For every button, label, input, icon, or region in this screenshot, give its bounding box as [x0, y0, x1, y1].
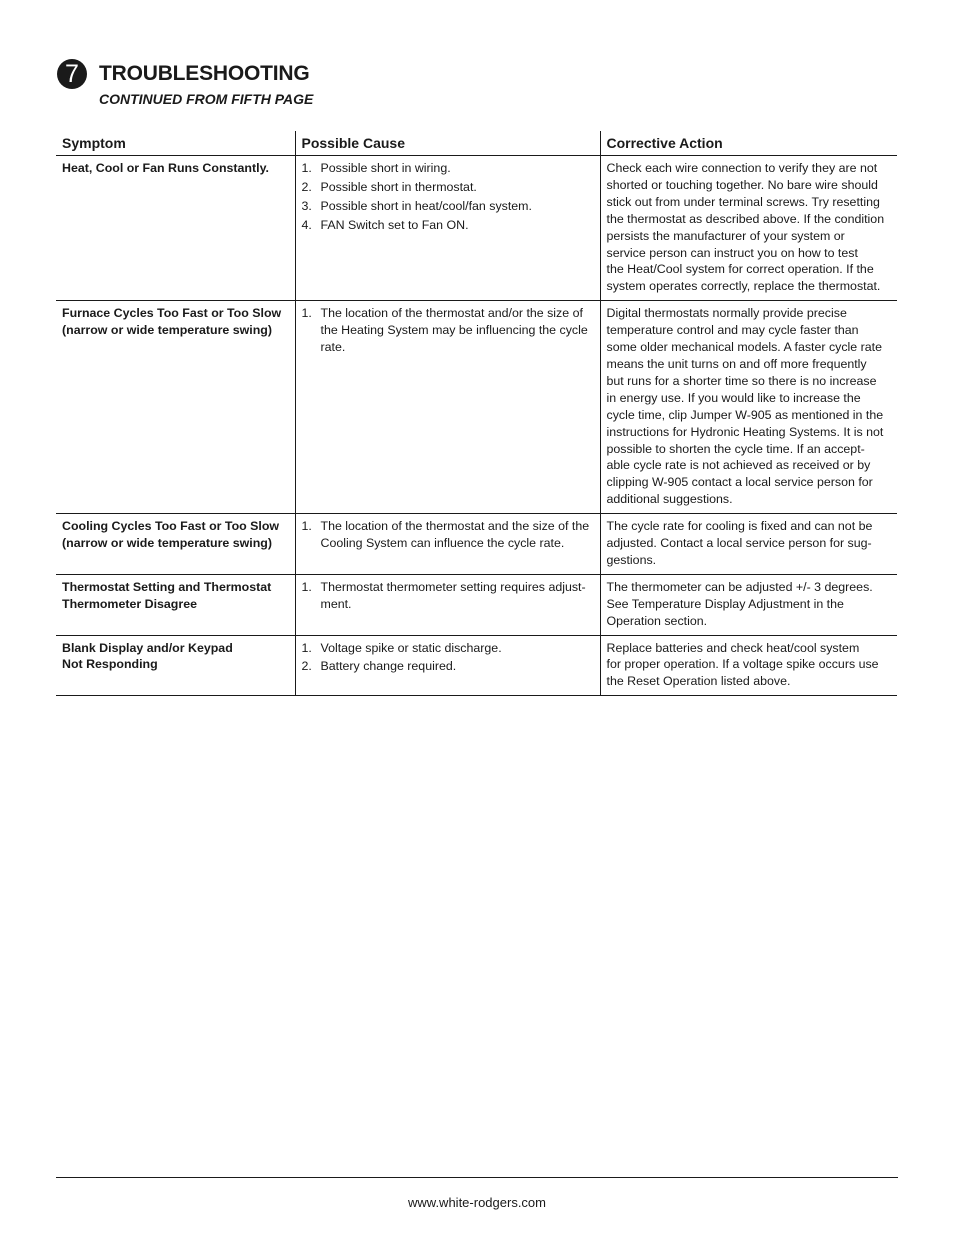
cause-list	[302, 305, 594, 356]
cause-number: 1.	[301, 519, 312, 534]
symptom-line: (narrow or wide temperature swing)	[62, 323, 272, 338]
action-line: instructions for Hydronic Heating Systems. It is not	[606, 424, 884, 439]
symptom-cell	[56, 514, 295, 575]
symptom-line: Blank Display and/or Keypad	[62, 640, 233, 655]
action-line: Digital thermostats normally provide precise	[606, 306, 847, 321]
cause-list	[302, 579, 594, 613]
cause-cell	[295, 301, 600, 514]
action-line: the Heat/Cool system for correct operation. If the	[606, 262, 874, 277]
cause-number: 2.	[301, 179, 312, 194]
cause-number: 3.	[301, 198, 312, 213]
symptom-line: (narrow or wide temperature swing)	[62, 536, 272, 551]
action-line: but runs for a shorter time so there is no increase	[606, 373, 877, 388]
cause-cell	[295, 156, 600, 301]
cause-text: Battery change required.	[320, 659, 457, 674]
page-subtitle: CONTINUED FROM FIFTH PAGE	[99, 91, 314, 107]
action-line: The thermometer can be adjusted +/- 3 degrees.	[606, 579, 873, 594]
table-row	[56, 156, 897, 301]
symptom-cell	[56, 301, 295, 514]
table-row	[56, 514, 897, 575]
symptom-line: Thermometer Disagree	[62, 596, 197, 611]
action-line: Replace batteries and check heat/cool system	[606, 640, 860, 655]
action-line: possible to shorten the cycle time. If an accept-	[606, 441, 865, 456]
action-line: persists the manufacturer of your system or	[606, 228, 845, 243]
table-row	[56, 301, 897, 514]
symptom-cell	[56, 635, 295, 696]
symptom-line: Not Responding	[62, 657, 158, 672]
cause-text: The location of the thermostat and/or the size of the Heating System may be influencing the cycle rate.	[320, 306, 588, 355]
cause-text: FAN Switch set to Fan ON.	[320, 217, 469, 232]
cause-number: 1.	[301, 579, 312, 594]
column-header-corrective-action: Corrective Action	[600, 131, 897, 156]
column-header-possible-cause: Possible Cause	[295, 131, 600, 156]
symptom-cell	[56, 156, 295, 301]
action-line: additional suggestions.	[606, 492, 733, 507]
cause-text: Possible short in heat/cool/fan system.	[320, 198, 532, 213]
action-line: Check each wire connection to verify they are not	[606, 161, 878, 175]
action-line: in energy use. If you would like to increase the	[606, 390, 861, 405]
cause-text: Thermostat thermometer setting requires adjust- ment.	[320, 579, 586, 611]
action-line: system operates correctly, replace the thermostat.	[606, 279, 881, 294]
cause-number: 4.	[301, 217, 312, 232]
symptom-line: Thermostat Setting and Thermostat	[62, 579, 272, 594]
cause-item	[302, 198, 594, 215]
action-line: able cycle rate is not achieved as received or by	[606, 458, 871, 473]
cause-item	[302, 579, 594, 613]
action-line: See Temperature Display Adjustment in the	[606, 596, 844, 611]
action-line: adjusted. Contact a local service person for sug-	[606, 536, 872, 551]
action-line: gestions.	[606, 552, 657, 567]
action-cell	[600, 635, 897, 696]
cause-item	[302, 217, 594, 234]
action-cell	[600, 574, 897, 635]
action-line: Operation section.	[606, 613, 708, 628]
action-line: shorted or touching together. No bare wire should	[606, 177, 878, 192]
cause-text: The location of the thermostat and the size of the Cooling System can influence the cycle rate.	[320, 519, 590, 551]
footer-divider	[56, 1177, 898, 1178]
cause-list	[302, 640, 594, 676]
action-line: cycle time, clip Jumper W-905 as mentioned in the	[606, 407, 884, 422]
action-line: The cycle rate for cooling is fixed and can not be	[606, 519, 873, 534]
action-line: stick out from under terminal screws. Try resetting	[606, 194, 880, 209]
cause-text: Possible short in thermostat.	[320, 179, 477, 194]
cause-text: Possible short in wiring.	[320, 161, 451, 175]
cause-text: Voltage spike or static discharge.	[320, 640, 502, 655]
cause-number: 1.	[301, 161, 312, 175]
action-cell	[600, 514, 897, 575]
table-row	[56, 574, 897, 635]
cause-item	[302, 179, 594, 196]
table-row	[56, 635, 897, 696]
cause-item	[302, 640, 594, 657]
action-cell	[600, 301, 897, 514]
cause-item	[302, 658, 594, 675]
action-line: for proper operation. If a voltage spike occurs use	[606, 657, 879, 672]
cause-cell	[295, 514, 600, 575]
cause-number: 1.	[301, 306, 312, 321]
cause-list	[302, 160, 594, 234]
cause-number: 2.	[301, 659, 312, 674]
action-cell	[600, 156, 897, 301]
action-line: some older mechanical models. A faster cycle rate	[606, 340, 882, 355]
symptom-line: Furnace Cycles Too Fast or Too Slow	[62, 306, 282, 321]
step-number-badge: 7	[57, 59, 87, 89]
action-line: temperature control and may cycle faster than	[606, 323, 859, 338]
action-line: the thermostat as described above. If the condition	[606, 211, 885, 226]
symptom-cell	[56, 574, 295, 635]
action-line: means the unit turns on and off more frequently	[606, 356, 867, 371]
symptom-line: Cooling Cycles Too Fast or Too Slow	[62, 519, 280, 534]
cause-cell	[295, 635, 600, 696]
page-title: TROUBLESHOOTING	[99, 62, 310, 85]
cause-item	[302, 305, 594, 356]
table-header-row	[56, 131, 897, 156]
action-line: clipping W-905 contact a local service person for	[606, 475, 873, 490]
column-header-symptom: Symptom	[56, 131, 295, 156]
cause-list	[302, 518, 594, 552]
action-line: the Reset Operation listed above.	[606, 674, 791, 689]
symptom-line: Heat, Cool or Fan Runs Constantly.	[62, 161, 269, 175]
footer-website-link[interactable]: www.white-rodgers.com	[408, 1195, 546, 1210]
cause-item	[302, 160, 594, 177]
cause-item	[302, 518, 594, 552]
cause-cell	[295, 574, 600, 635]
action-line: service person can instruct you on how to test	[606, 245, 858, 260]
troubleshooting-table	[56, 131, 897, 696]
cause-number: 1.	[301, 640, 312, 655]
